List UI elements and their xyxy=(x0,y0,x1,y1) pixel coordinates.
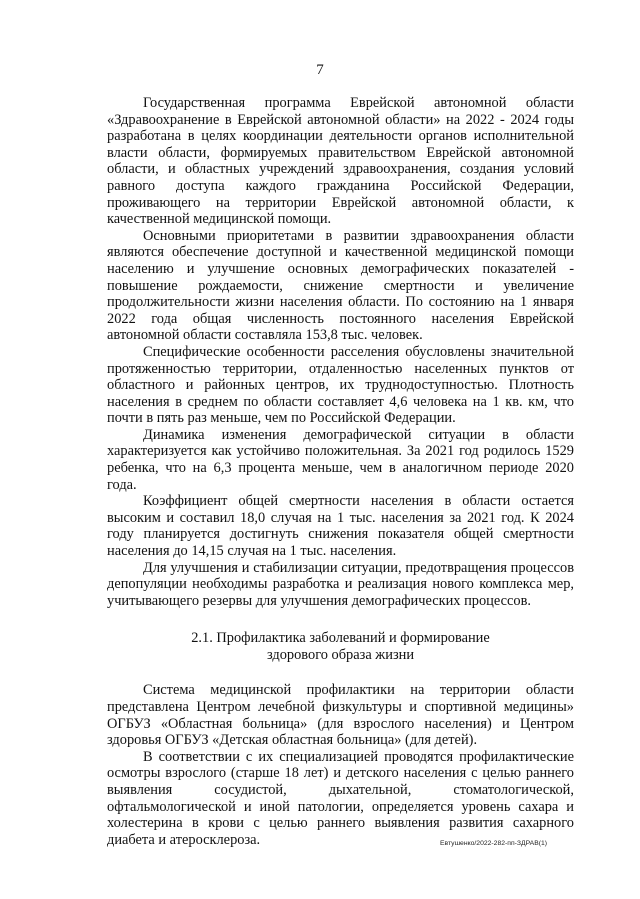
paragraph-program-overview: Государственная программа Еврейской автономной области «Здравоохранение в Еврейской автономной области» на 2022 - 2024 годы разработана в целях координации деятельности органов исполнительной власти области, формируемых правительством Еврейской автономной области, и областных учреждений здравоохранения, создания условий равного доступа каждого гражданина Российской Федерации, проживающего на территории Еврейской автономной области, к качественной медицинской помощи. xyxy=(107,95,574,228)
section-heading-line-2: здорового образа жизни xyxy=(266,647,415,664)
paragraph-checkups: В соответствии с их специализацией проводятся профилактические осмотры взрослого (старше 18 лет) и детского населения с целью раннего выявления сосудистой, дыхательной, стоматологической, офтальмологической и иной патологии, определяется уровень сахара и холестерина в крови с целью раннего выявления развития сахарного диабета и атеросклероза. xyxy=(107,748,574,848)
paragraph-demographics: Динамика изменения демографической ситуации в области характеризуется как устойчиво положительная. За 2021 год родилось 1529 ребенка, что на 6,3 процента меньше, чем в аналогичном периоде 2020 года. xyxy=(107,426,574,493)
paragraph-stabilization: Для улучшения и стабилизации ситуации, предотвращения процессов депопуляции необходимы разработка и реализация нового комплекса мер, учитывающего резервы для улучшения демографических процессов. xyxy=(107,559,574,609)
paragraph-priorities: Основными приоритетами в развитии здравоохранения области являются обеспечение доступной и качественной медицинской помощи населению и улучшение основных демографических показателей - повышение рождаемости, снижение смертности и увеличение продолжительности жизни населения области. По состоянию на 1 января 2022 года общая численность постоянного населения Еврейской автономной области составляла 153,8 тыс. человек. xyxy=(107,227,574,344)
page-number: 7 xyxy=(316,62,324,78)
paragraph-prevention-system: Система медицинской профилактики на территории области представлена Центром лечебной физкультуры и спортивной медицины» ОГБУЗ «Областная больница» (для взрослого населения) и Центром здоровья ОГБУЗ «Детская областная больница» (для детей). xyxy=(107,682,574,749)
paragraph-mortality: Коэффициент общей смертности населения в области остается высоким и составил 18,0 случая на 1 тыс. населения за 2021 год. К 2024 году планируется достигнуть снижения показателя общей смертности населения до 14,15 случая на 1 тыс. населения. xyxy=(107,493,574,560)
section-heading-line-1: 2.1. Профилактика заболеваний и формирование xyxy=(191,630,490,647)
section-heading xyxy=(107,630,574,664)
paragraph-settlement: Специфические особенности расселения обусловлены значительной протяженностью территории, отдаленностью населенных пунктов от областного и районных центров, их труднодоступностью. Плотность населения в среднем по области составляет 4,6 человека на 1 кв. км, что почти в пять раз меньше, чем по Российской Федерации. xyxy=(107,343,574,427)
document-footer-reference: Евтушенко/2022-282-пп-ЗДРАВ(1) xyxy=(440,840,548,847)
document-body xyxy=(107,95,574,848)
